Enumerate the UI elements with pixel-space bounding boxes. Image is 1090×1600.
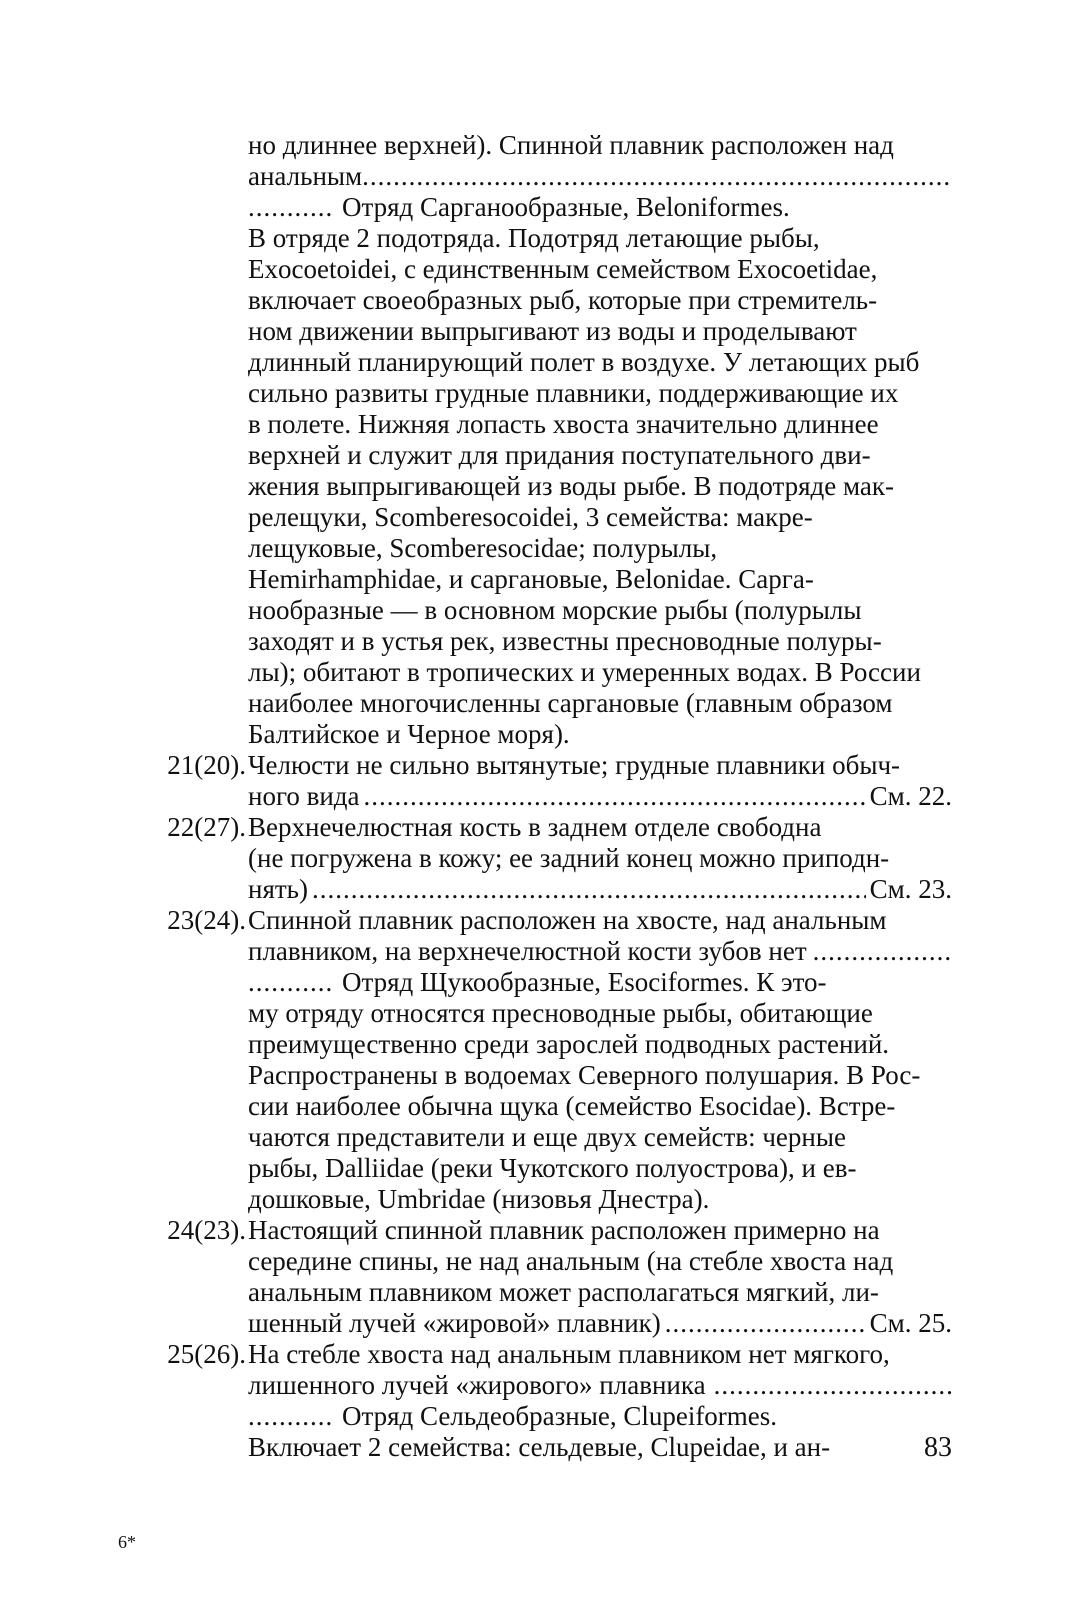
page-body-text bbox=[167, 130, 952, 1463]
text-line: ном движении выпрыгивают из воды и проделывают bbox=[248, 316, 857, 346]
text-line: Включает 2 семейства: сельдевые, Clupeidae, и ан- bbox=[248, 1432, 831, 1462]
cross-reference: См. 25. bbox=[869, 1308, 952, 1338]
order-name: Отряд Сарганообразные, Beloniformes. bbox=[342, 192, 790, 222]
text-line: шенный лучей «жировой» плавник) bbox=[248, 1308, 661, 1338]
text-line: рыбы, Dalliidae (реки Чукотского полуострова), и ев- bbox=[248, 1153, 857, 1183]
text-line: включает своеобразных рыб, которые при стремитель- bbox=[248, 285, 878, 315]
key-number: 24(23). bbox=[167, 1215, 246, 1245]
text-line: лещуковые, Scomberesocidae; полурылы, bbox=[248, 533, 718, 563]
text-line: длинный планирующий полет в воздухе. У летающих рыб bbox=[248, 347, 920, 377]
key-entry-25 bbox=[167, 1339, 952, 1370]
order-name: Отряд Сельдеобразные, Clupeiformes. bbox=[342, 1401, 778, 1431]
key-entry-21 bbox=[167, 750, 952, 781]
text-line: заходят и в устья рек, известны пресноводные полуры- bbox=[248, 626, 882, 656]
dot-leader bbox=[364, 781, 866, 812]
key-number: 22(27). bbox=[167, 812, 246, 842]
text-line: дошковые, Umbridae (низовья Днестра). bbox=[248, 1184, 710, 1214]
dot-leader bbox=[312, 874, 866, 905]
text-line: середине спины, не над анальным (на стебле хвоста над bbox=[248, 1246, 894, 1276]
leader-line bbox=[248, 781, 952, 812]
key-number: 25(26). bbox=[167, 1339, 246, 1369]
page-number: 83 bbox=[924, 1432, 952, 1463]
order-name: Отряд Щукообразные, Esociformes. К это- bbox=[342, 967, 827, 997]
text-line: (не погружена в кожу; ее задний конец можно приподн- bbox=[248, 843, 890, 873]
dot-leader bbox=[248, 1401, 334, 1432]
text-line: в полете. Нижняя лопасть хвоста значительно длиннее bbox=[248, 409, 879, 439]
text-line: жения выпрыгивающей из воды рыбе. В подотряде мак- bbox=[248, 471, 894, 501]
cross-reference: См. 23. bbox=[869, 874, 952, 904]
text-line: ного вида bbox=[248, 781, 360, 811]
text-line: сии наиболее обычна щука (семейство Esocidae). Встре- bbox=[248, 1091, 896, 1121]
dot-leader bbox=[714, 1370, 952, 1401]
text-line: преимущественно среди зарослей подводных растений. bbox=[248, 1029, 890, 1059]
text-line: анальным bbox=[248, 161, 363, 191]
text-line: нообразные — в основном морские рыбы (полурылы bbox=[248, 595, 862, 625]
text-line: лы); обитают в тропических и умеренных водах. В России bbox=[248, 657, 921, 687]
text-line: сильно развиты грудные плавники, поддерживающие их bbox=[248, 378, 899, 408]
text-line: Челюсти не сильно вытянутые; грудные плавники обыч- bbox=[248, 750, 901, 780]
leader-line bbox=[248, 192, 952, 223]
key-number: 21(20). bbox=[167, 750, 246, 780]
dot-leader bbox=[248, 967, 334, 998]
leader-line bbox=[248, 1308, 952, 1339]
text-line: Спинной плавник расположен на хвосте, над анальным bbox=[248, 905, 887, 935]
text-line: плавником, на верхнечелюстной кости зубов нет bbox=[248, 936, 807, 966]
leader-line bbox=[248, 1401, 952, 1432]
dot-leader bbox=[813, 936, 952, 967]
leader-line bbox=[248, 161, 952, 192]
text-line: наиболее многочисленны саргановые (главным образом bbox=[248, 688, 893, 718]
key-entry-23 bbox=[167, 905, 952, 936]
text-line: релещуки, Scomberesocoidei, 3 семейства: макре- bbox=[248, 502, 813, 532]
cross-reference: См. 22. bbox=[869, 781, 952, 811]
key-entry-22 bbox=[167, 812, 952, 843]
dot-leader bbox=[362, 161, 952, 192]
leader-line bbox=[248, 1370, 952, 1401]
text-line: чаются представители и еще двух семейств: черные bbox=[248, 1122, 846, 1152]
text-line: нять) bbox=[248, 874, 308, 904]
text-line: Балтийское и Черное моря). bbox=[248, 719, 570, 749]
dot-leader bbox=[665, 1308, 866, 1339]
text-line: На стебле хвоста над анальным плавником нет мягкого, bbox=[248, 1339, 890, 1369]
signature-mark: 6* bbox=[118, 1532, 136, 1552]
text-line: но длиннее верхней). Спинной плавник расположен над bbox=[248, 130, 894, 160]
text-line: лишенного лучей «жирового» плавника bbox=[248, 1370, 706, 1400]
text-line: Настоящий спинной плавник расположен примерно на bbox=[248, 1215, 880, 1245]
key-number: 23(24). bbox=[167, 905, 246, 935]
leader-line bbox=[248, 874, 952, 905]
text-line: Распространены в водоемах Северного полушария. В Рос- bbox=[248, 1060, 921, 1090]
leader-line bbox=[248, 936, 952, 967]
leader-line bbox=[248, 967, 952, 998]
text-line: Exocoetoidei, с единственным семейством Exocoetidae, bbox=[248, 254, 878, 284]
key-entry-24 bbox=[167, 1215, 952, 1246]
text-line: В отряде 2 подотряда. Подотряд летающие рыбы, bbox=[248, 223, 820, 253]
text-line: верхней и служит для придания поступательного дви- bbox=[248, 440, 871, 470]
text-line: анальным плавником может располагаться мягкий, ли- bbox=[248, 1277, 879, 1307]
dot-leader bbox=[248, 192, 334, 223]
text-line: Hemirhamphidae, и саргановые, Belonidae. Сарга- bbox=[248, 564, 814, 594]
text-line: Верхнечелюстная кость в заднем отделе свободна bbox=[248, 812, 822, 842]
text-line: му отряду относятся пресноводные рыбы, обитающие bbox=[248, 998, 873, 1028]
